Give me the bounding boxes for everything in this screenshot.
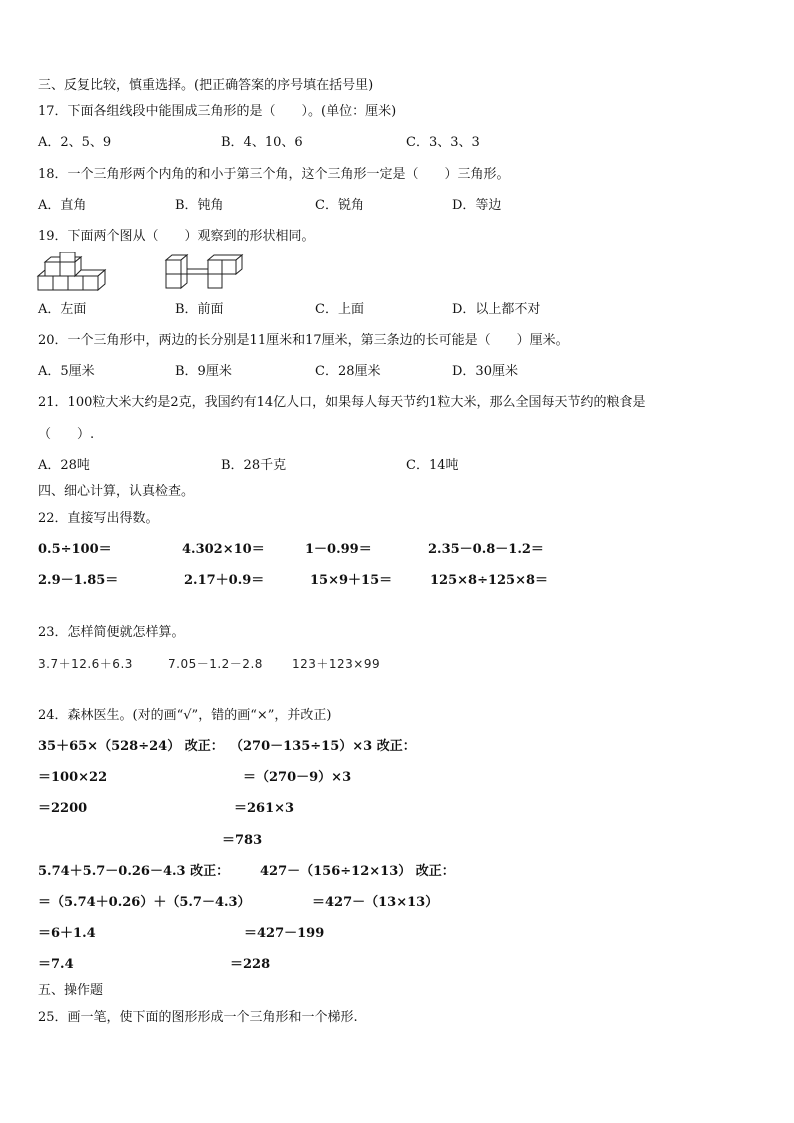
q22-item: 4.302×10＝ — [182, 542, 265, 557]
q22-item: 2.9－1.85＝ — [38, 573, 119, 588]
q17-option-a: A．2、5、9 — [38, 135, 112, 150]
q21-option-a: A．28吨 — [38, 458, 90, 473]
section-4-title: 四、细心计算，认真检查。 — [38, 484, 195, 499]
section-5-title: 五、操作题 — [38, 983, 104, 998]
q20-option-a: A．5厘米 — [38, 364, 95, 379]
q24-problem-3-line: ＝7.4 — [38, 957, 74, 972]
q24-problem-4-line: ＝427－199 — [244, 926, 325, 941]
q19-option-a: A．左面 — [38, 302, 87, 317]
q21-option-b: B．28千克 — [221, 458, 287, 473]
q24-problem-4-line: 427－（156÷12×13） 改正： — [260, 864, 455, 879]
q19-option-d: D．以上都不对 — [452, 302, 541, 317]
q17-stem: 17．下面各组线段中能围成三角形的是（ ）。(单位：厘米) — [38, 104, 397, 119]
q17-option-c: C．3、3、3 — [406, 135, 480, 150]
q23-item: 123＋123×99 — [292, 657, 381, 671]
q24-problem-3-line: ＝（5.74＋0.26）＋（5.7－4.3） — [38, 895, 251, 910]
q23-item: 7.05－1.2－2.8 — [168, 657, 263, 671]
q24-problem-4-line: ＝427－（13×13） — [312, 895, 439, 910]
q18-option-d: D．等边 — [452, 198, 502, 213]
q18-option-b: B．钝角 — [175, 198, 224, 213]
q18-option-c: C．锐角 — [315, 198, 364, 213]
q19-option-c: C．上面 — [315, 302, 364, 317]
q22-item: 0.5÷100＝ — [38, 542, 112, 557]
section-3-title: 三、反复比较，慎重选择。(把正确答案的序号填在括号里) — [38, 78, 374, 93]
q24-problem-3-line: 5.74＋5.7－0.26－4.3 改正： — [38, 864, 230, 879]
q23-item: 3.7＋12.6＋6.3 — [38, 657, 133, 671]
q24-problem-1-line: 35＋65×（528÷24） 改正： — [38, 739, 224, 754]
q24-problem-4-line: ＝228 — [230, 957, 271, 972]
q23-stem: 23．怎样简便就怎样算。 — [38, 625, 185, 640]
cube-figure-left — [38, 252, 105, 290]
q22-item: 2.17＋0.9＝ — [184, 573, 265, 588]
q24-problem-2-line: ＝261×3 — [234, 801, 295, 816]
q22-item: 15×9＋15＝ — [310, 573, 393, 588]
q18-option-a: A．直角 — [38, 198, 87, 213]
q25-stem: 25．画一笔，使下面的图形形成一个三角形和一个梯形. — [38, 1010, 358, 1025]
q19-stem: 19．下面两个图从（ ）观察到的形状相同。 — [38, 229, 315, 244]
q21-stem-continued: （ ）. — [38, 427, 95, 442]
q24-problem-1-line: ＝2200 — [38, 801, 88, 816]
q18-stem: 18．一个三角形两个内角的和小于第三个角，这个三角形一定是（ ）三角形。 — [38, 167, 510, 182]
q17-option-b: B．4、10、6 — [221, 135, 303, 150]
q22-item: 1－0.99＝ — [305, 542, 372, 557]
q19-option-b: B．前面 — [175, 302, 224, 317]
q20-option-b: B．9厘米 — [175, 364, 232, 379]
q20-option-d: D．30厘米 — [452, 364, 518, 379]
q24-problem-2-line: （270－135÷15）×3 改正： — [230, 739, 416, 754]
q22-item: 2.35－0.8－1.2＝ — [428, 542, 544, 557]
q24-problem-2-line: ＝（270－9）×3 — [243, 770, 352, 785]
q24-problem-3-line: ＝6＋1.4 — [38, 926, 96, 941]
q22-stem: 22．直接写出得数。 — [38, 511, 159, 526]
q24-stem: 24．森林医生。(对的画“√”，错的画“×”，并改正) — [38, 708, 332, 723]
q24-problem-2-line: ＝783 — [222, 833, 263, 848]
q22-item: 125×8÷125×8＝ — [430, 573, 549, 588]
q24-problem-1-line: ＝100×22 — [38, 770, 108, 785]
q20-stem: 20．一个三角形中，两边的长分别是11厘米和17厘米，第三条边的长可能是（ ）厘米。 — [38, 333, 569, 348]
q20-option-c: C．28厘米 — [315, 364, 381, 379]
cube-figure-right — [166, 255, 242, 288]
q21-option-c: C．14吨 — [406, 458, 459, 473]
q21-stem: 21．100粒大米大约是2克，我国约有14亿人口，如果每人每天节约1粒大米，那么全国每天节约的粮食是 — [38, 395, 646, 410]
q19-figures — [36, 252, 246, 294]
